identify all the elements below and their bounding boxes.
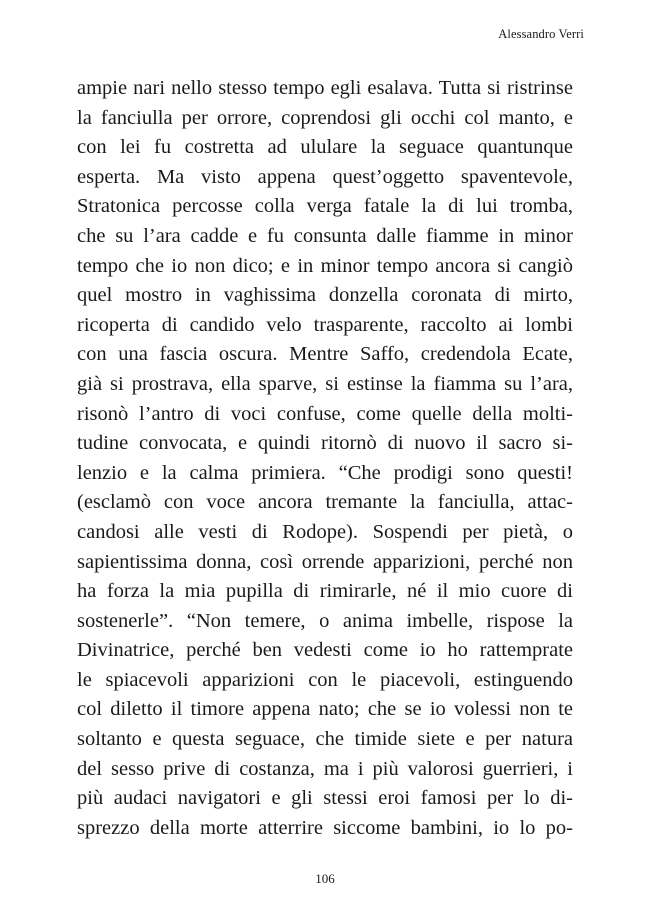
text-line: sostenerle”. “Non temere, o anima imbelle, rispose la [77, 609, 573, 632]
text-line: le spiacevoli apparizioni con le piacevoli, estinguendo [77, 668, 573, 691]
text-line: Divinatrice, perché ben vedesti come io ho rattemprate [77, 639, 573, 662]
text-line: (esclamò con voce ancora tremante la fanciulla, attac- [77, 491, 573, 514]
text-line: tudine convocata, e quindi ritornò di nuovo il sacro si- [77, 432, 573, 455]
text-line: con una fascia oscura. Mentre Saffo, credendola Ecate, [77, 343, 573, 366]
text-line: col diletto il timore appena nato; che se io volessi non te [77, 698, 573, 721]
text-line: sprezzo della morte atterrire siccome bambini, io lo po- [77, 816, 573, 839]
text-line: esperta. Ma visto appena quest’oggetto spaventevole, [77, 165, 573, 188]
text-line: ampie nari nello stesso tempo egli esalava. Tutta si ristrinse [77, 77, 573, 99]
running-header-author: Alessandro Verri [498, 27, 584, 41]
page-number: 106 [315, 871, 335, 886]
text-line: sapientissima donna, così orrende apparizioni, perché non [77, 550, 573, 573]
text-line: risonò l’antro di voci confuse, come quelle della molti- [77, 402, 573, 425]
text-line: candosi alle vesti di Rodope). Sospendi per pietà, o [77, 520, 573, 543]
text-line: che su l’ara cadde e fu consunta dalle fiamme in minor [77, 224, 573, 247]
text-line: Stratonica percosse colla verga fatale la di lui tromba, [77, 195, 573, 218]
text-line: la fanciulla per orrore, coprendosi gli occhi col manto, e [77, 106, 573, 129]
text-line: più audaci navigatori e gli stessi eroi famosi per lo di- [77, 787, 573, 810]
body-text [77, 74, 573, 843]
text-line: ha forza la mia pupilla di rimirarle, né il mio cuore di [77, 580, 573, 603]
text-line: ricoperta di candido velo trasparente, raccolto ai lombi [77, 313, 573, 336]
text-line: del sesso prive di costanza, ma i più valorosi guerrieri, i [77, 757, 573, 780]
text-line: tempo che io non dico; e in minor tempo ancora si cangiò [77, 254, 573, 277]
text-line: con lei fu costretta ad ululare la seguace quantunque [77, 136, 573, 159]
text-line: lenzio e la calma primiera. “Che prodigi sono questi! [77, 461, 573, 484]
text-line: già si prostrava, ella sparve, si estinse la fiamma su l’ara, [77, 372, 573, 395]
text-line: soltanto e questa seguace, che timide siete e per natura [77, 728, 573, 751]
text-line: quel mostro in vaghissima donzella coronata di mirto, [77, 284, 573, 307]
